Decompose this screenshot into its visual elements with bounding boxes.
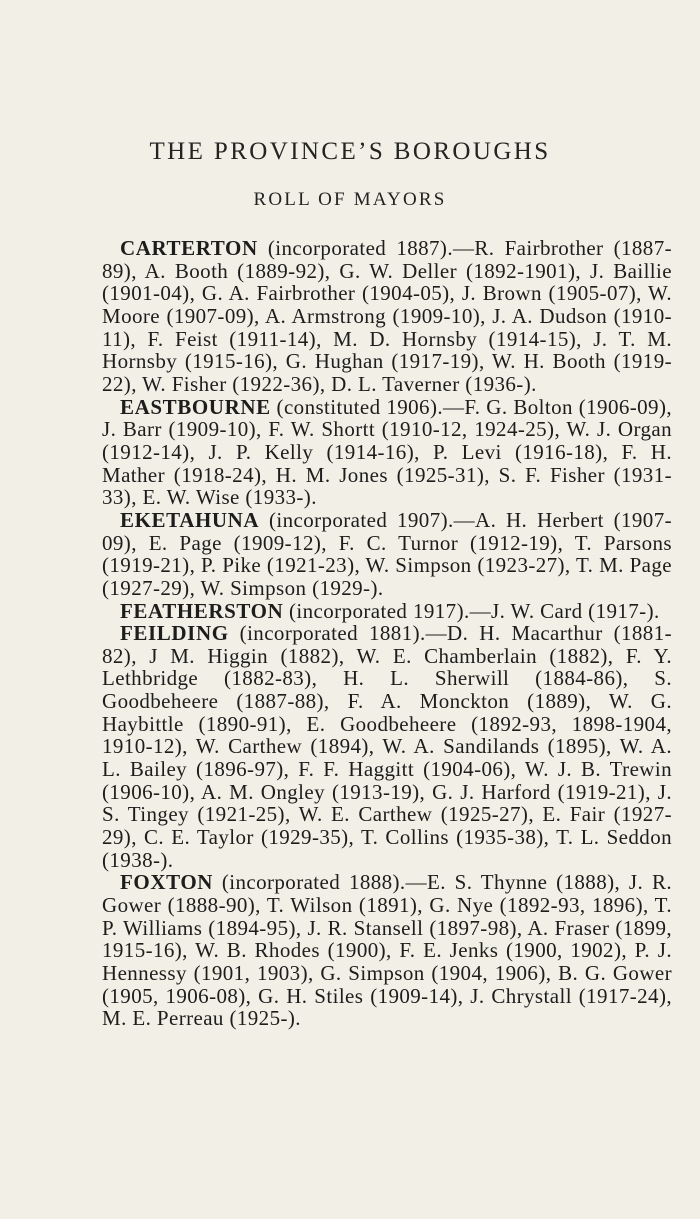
page-title: THE PROVINCE’S BOROUGHS [149, 138, 551, 165]
borough-name: EKETAHUNA [120, 507, 260, 532]
borough-name: CARTERTON [120, 236, 258, 260]
borough-name: EASTBOURNE [120, 394, 271, 419]
borough-mayors: (incorporated 1887).—R. Fairbrother (1887-89), A. Booth (1889-92), G. W. Deller (1892-1901), J. Baillie (1901-04), G. A. Fairbrother (1904-05), J. Brown (1905-07), W. Moore (1907-09), A. Armstrong (1909-10), J. A. Dudson (1910-11), F. Feist (1911-14), M. D. Hornsby (1914-15), J. T. M. Hornsby (1915-16), G. Hughan (1917-19), W. H. Booth (1919-22), W. Fisher (1922-36), D. L. Taverner (1936-). [102, 236, 672, 396]
borough-mayors: (incorporated 1881).—D. H. Macarthur (1881-82), J M. Higgin (1882), W. E. Chamberlain (1882), F. Y. Lethbridge (1882-83), H. L. Sherwill (1884-86), S. Goodbeheere (1887-88), F. A. Monckton (1889), W. G. Haybittle (1890-91), E. Goodbeheere (1892-93, 1898-1904, 1910-12), W. Carthew (1894), W. A. Sandilands (1895), W. A. L. Bailey (1896-97), F. F. Haggitt (1904-06), W. J. B. Trewin (1906-10), A. M. Ongley (1913-19), G. J. Harford (1919-21), J. S. Tingey (1921-25), W. E. Carthew (1925-27), E. Fair (1927-29), C. E. Taylor (1929-35), T. Collins (1935-38), T. L. Seddon (1938-). [102, 621, 672, 872]
borough-entry-feilding [102, 622, 672, 871]
borough-entry-carterton [102, 237, 672, 396]
borough-mayors: (incorporated 1917).—J. W. Card (1917-). [283, 598, 660, 623]
borough-entry-eketahuna [102, 509, 672, 600]
borough-mayors: (incorporated 1907).—A. H. Herbert (1907-09), E. Page (1909-12), F. C. Turnor (1912-19), T. Parsons (1919-21), P. Pike (1921-23), W. Simpson (1923-27), T. M. Page (1927-29), W. Simpson (1929-). [102, 507, 672, 600]
borough-entry-featherston [102, 600, 672, 623]
borough-entry-eastbourne [102, 396, 672, 509]
page-subtitle: ROLL OF MAYORS [253, 189, 447, 210]
borough-name: FOXTON [120, 870, 214, 895]
borough-entry-foxton [102, 871, 672, 1030]
borough-name: FEATHERSTON [120, 598, 284, 623]
borough-mayors: (constituted 1906).—F. G. Bolton (1906-09), J. Barr (1909-10), F. W. Shortt (1910-12, 1924-25), W. J. Organ (1912-14), J. P. Kelly (1914-16), P. Levi (1916-18), F. H. Mather (1918-24), H. M. Jones (1925-31), S. F. Fisher (1931-33), E. W. Wise (1933-). [102, 394, 672, 510]
mayor-roll [102, 237, 672, 1030]
borough-name: FEILDING [120, 621, 229, 646]
borough-mayors: (incorporated 1888).—E. S. Thynne (1888), J. R. Gower (1888-90), T. Wilson (1891), G. Nye (1892-93, 1896), T. P. Williams (1894-95), J. R. Stansell (1897-98), A. Fraser (1899, 1915-16), W. B. Rhodes (1900), F. E. Jenks (1900, 1902), P. J. Hennessy (1901, 1903), G. Simpson (1904, 1906), B. G. Gower (1905, 1906-08), G. H. Stiles (1909-14), J. Chrystall (1917-24), M. E. Perreau (1925-). [102, 870, 672, 1031]
